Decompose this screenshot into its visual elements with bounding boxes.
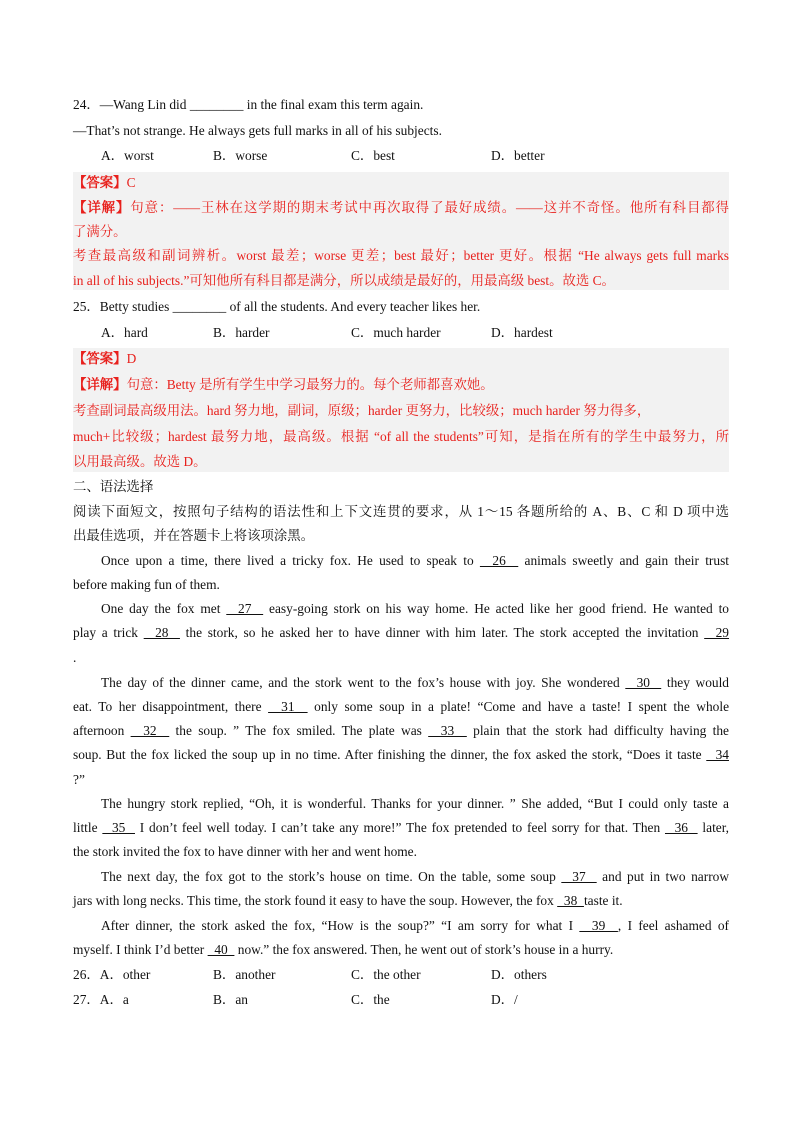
q24-answer: [73, 174, 729, 192]
passage-text: taste it.: [583, 893, 623, 908]
q25-detail-text-1: 句意：Betty 是所有学生中学习最努力的。每个老师都喜欢她。: [126, 377, 494, 392]
passage-text: After dinner, the stork asked the fox, “How is the soup?” “I am sorry for what I: [101, 918, 580, 933]
passage-line: .: [73, 650, 77, 665]
blank-38: 38: [557, 893, 584, 908]
passage-text: little: [73, 820, 103, 835]
q25-detail-line-1: [73, 376, 729, 394]
blank-31: 31: [268, 699, 308, 714]
passage-text: The next day, the fox got to the stork’s house on time. On the table, some soup: [101, 869, 562, 884]
q24-option-a: A．worst: [101, 148, 154, 163]
q27-option-d: D．/: [491, 992, 518, 1007]
blank-29: 29: [704, 625, 730, 640]
q24-answer-tag: 【答案】: [73, 175, 127, 190]
q25-answer-value: D: [126, 351, 137, 366]
passage-text: soup. But the fox licked the soup up in no time. After finishing the dinner, the fox asked the stork, “Does it taste: [73, 747, 707, 762]
q25-answer-tag: 【答案】: [73, 351, 127, 366]
section-heading: 二、语法选择: [73, 479, 154, 494]
q24-detail-line-3: 考查最高级和副词辨析。worst 最差；worse 更差；best 最好；better 更好。根据 “He always gets full marks: [73, 248, 729, 263]
q24-detail-tag: 【详解】: [73, 200, 131, 215]
passage-line: the stork invited the fox to have dinner with her and went home.: [73, 844, 417, 859]
passage-line: [101, 674, 729, 692]
q25-option-b: B．harder: [213, 325, 270, 340]
q24-option-d: D．better: [491, 148, 545, 163]
q24-reply: —That’s not strange. He always gets full marks in all of his subjects.: [73, 123, 442, 138]
section-instruction-1: 阅读下面短文，按照句子结构的语法性和上下文连贯的要求，从 1～15 各题所给的 A、B、C 和 D 项中选: [73, 504, 729, 519]
passage-text: and put in two narrow: [596, 869, 730, 884]
passage-text: The day of the dinner came, and the stork went to the fox’s house with joy. She wondered: [101, 675, 626, 690]
passage-text: myself. I think I’d better: [73, 942, 208, 957]
passage-line: [73, 746, 729, 764]
q25-detail-tag: 【详解】: [73, 377, 127, 392]
passage-line: The hungry stork replied, “Oh, it is wonderful. Thanks for your dinner. ” She added, “But I could only taste a: [101, 796, 729, 811]
blank-37: 37: [561, 869, 597, 884]
passage-text: One day the fox met: [101, 601, 227, 616]
q27-option-c: C．the: [351, 992, 390, 1007]
q25-answer: [73, 350, 729, 368]
passage-line: [101, 917, 729, 935]
q25-detail-line-3: much+比较级；hardest 最努力地，最高级。根据 “of all the students”可知，是指在所有的学生中最努力，所: [73, 429, 729, 444]
passage-text: eat. To her disappointment, there: [73, 699, 269, 714]
passage-text: , I feel ashamed of: [617, 918, 729, 933]
passage-text: easy-going stork on his way home. He acted like her good friend. He wanted to: [263, 601, 729, 616]
q25-option-d: D．hardest: [491, 325, 553, 340]
passage-line: [73, 698, 729, 716]
passage-text: the stork, so he asked her to have dinner with him later. The stork accepted the invitation: [179, 625, 705, 640]
q24-option-b: B．worse: [213, 148, 268, 163]
blank-40: 40: [207, 942, 235, 957]
q25-detail-line-2: 考查副词最高级用法。hard 努力地，副词，原级；harder 更努力，比较级；much harder 努力得多，: [73, 403, 651, 418]
blank-27: 27: [226, 601, 264, 616]
q27-option-a: 27．A．a: [73, 992, 129, 1007]
q26-option-c: C．the other: [351, 967, 421, 982]
q24-detail-line-1: [73, 199, 729, 217]
passage-line: [73, 722, 729, 740]
q26-option-a: 26．A．other: [73, 967, 151, 982]
passage-text: later,: [697, 820, 730, 835]
passage-line: [73, 892, 729, 910]
q24-detail-line-4: in all of his subjects.”可知他所有科目都是满分，所以成绩是最好的，用最高级 best。故选 C。: [73, 273, 615, 288]
blank-39: 39: [579, 918, 618, 933]
passage-line: [101, 600, 729, 618]
passage-line: before making fun of them.: [73, 577, 220, 592]
passage-line: [73, 819, 729, 837]
passage-line: [101, 552, 729, 570]
blank-35: 35: [102, 820, 135, 835]
blank-33: 33: [428, 723, 467, 738]
passage-text: they would: [661, 675, 730, 690]
passage-text: plain that the stork had difficulty having the: [466, 723, 729, 738]
q24-stem: 24．—Wang Lin did ________ in the final exam this term again.: [73, 97, 424, 112]
blank-26: 26: [479, 553, 519, 568]
passage-text: only some soup in a plate! “Come and have a taste! I spent the whole: [307, 699, 730, 714]
blank-36: 36: [664, 820, 698, 835]
q24-option-c: C．best: [351, 148, 395, 163]
passage-line: ?”: [73, 772, 85, 787]
passage-text: the soup. ” The fox smiled. The plate was: [169, 723, 429, 738]
q24-detail-line-2: 了满分。: [73, 224, 127, 239]
passage-text: Once upon a time, there lived a tricky fox. He used to speak to: [101, 553, 480, 568]
q25-detail-line-4: 以用最高级。故选 D。: [73, 454, 207, 469]
blank-28: 28: [143, 625, 180, 640]
passage-text: I don’t feel well today. I can’t take any more!” The fox pretended to feel sorry for that. Then: [134, 820, 665, 835]
blank-32: 32: [130, 723, 170, 738]
blank-34: 34: [706, 747, 729, 762]
q27-option-b: B．an: [213, 992, 248, 1007]
passage-text: afternoon: [73, 723, 131, 738]
passage-line: [73, 941, 729, 959]
passage-text: jars with long necks. This time, the stork found it easy to have the soup. However, the fox: [73, 893, 558, 908]
q25-option-c: C．much harder: [351, 325, 441, 340]
q26-option-d: D．others: [491, 967, 547, 982]
q25-stem: 25．Betty studies ________ of all the students. And every teacher likes her.: [73, 299, 481, 314]
passage-text: now.” the fox answered. Then, he went out of stork’s house in a hurry.: [234, 942, 614, 957]
q24-answer-value: C: [126, 175, 136, 190]
passage-line: [101, 868, 729, 886]
section-instruction-2: 出最佳选项，并在答题卡上将该项涂黑。: [73, 528, 315, 543]
q24-detail-text-1: 句意：——王林在这学期的期末考试中再次取得了最好成绩。——这并不奇怪。他所有科目都得: [130, 200, 730, 215]
q25-option-a: A．hard: [101, 325, 148, 340]
passage-text: animals sweetly and gain their trust: [518, 553, 730, 568]
q26-option-b: B．another: [213, 967, 276, 982]
passage-line: [73, 624, 729, 642]
passage-text: play a trick: [73, 625, 144, 640]
blank-30: 30: [625, 675, 662, 690]
